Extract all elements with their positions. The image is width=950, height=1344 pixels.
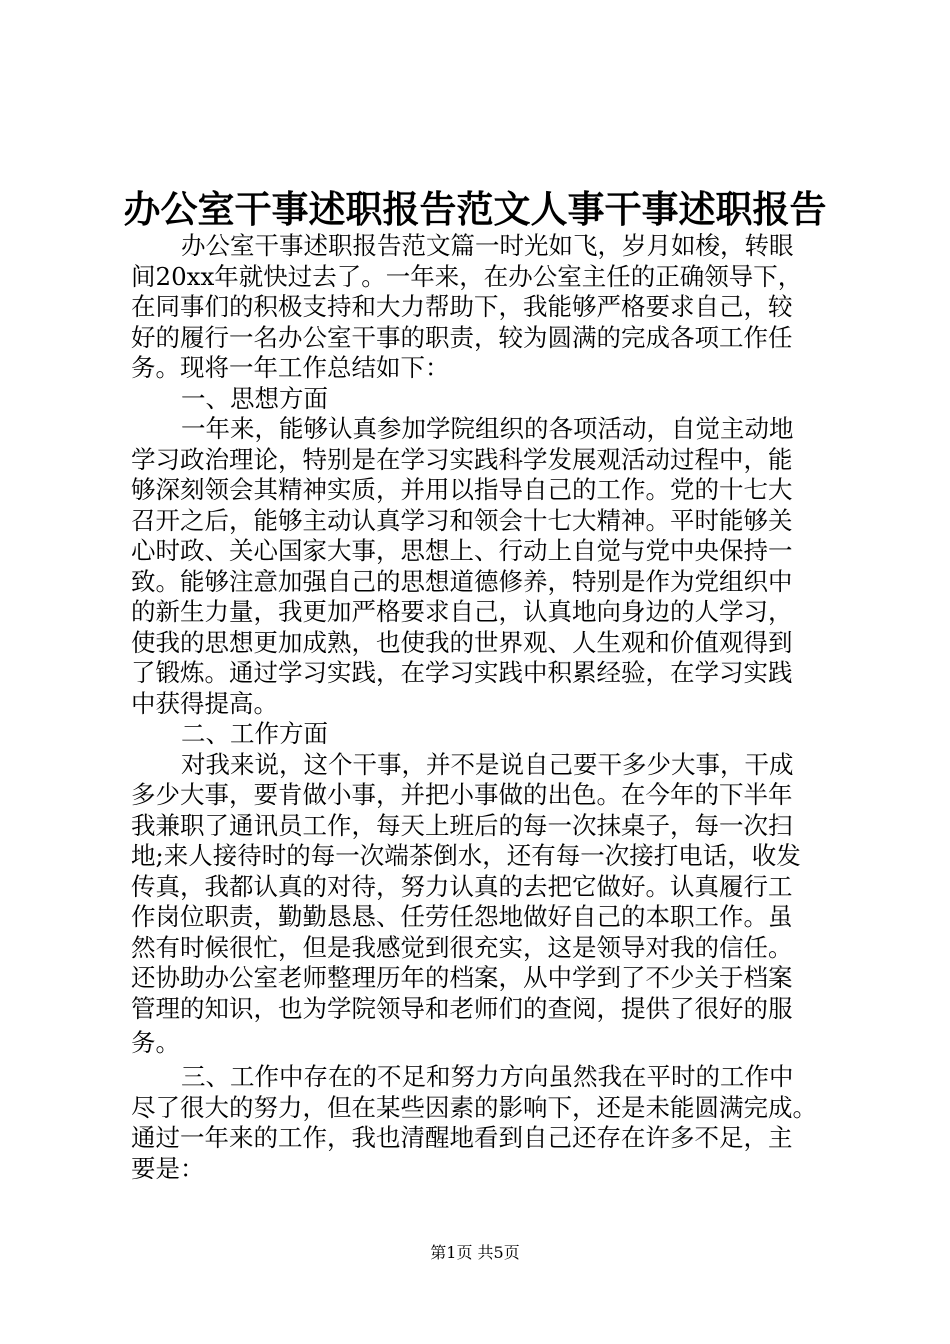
paragraph-line: 然有时候很忙，但是我感觉到很充实，这是领导对我的信任。	[131, 932, 793, 962]
document-title: 办公室干事述职报告范文人事干事述职报告	[123, 187, 827, 231]
paragraph-line: 致。能够注意加强自己的思想道德修养，特别是作为党组织中	[131, 566, 793, 596]
document-body	[131, 231, 831, 1184]
paragraph-line: 务。	[131, 1028, 180, 1057]
paragraph-line: 还协助办公室老师整理历年的档案，从中学到了不少关于档案	[131, 963, 793, 992]
paragraph-line: 通过一年来的工作，我也清醒地看到自己还存在许多不足，主	[131, 1123, 793, 1152]
paragraph-line: 务。现将一年工作总结如下：	[131, 353, 450, 382]
paragraph-line: 使我的思想更加成熟，也使我的世界观、人生观和价值观得到	[131, 627, 793, 657]
paragraph-line: 学习政治理论，特别是在学习实践科学发展观活动过程中，能	[131, 444, 793, 474]
paragraph-line: 在同事们的积极支持和大力帮助下，我能够严格要求自己，较	[131, 292, 793, 321]
paragraph-line: 的新生力量，我更加严格要求自己，认真地向身边的人学习，	[131, 597, 793, 626]
page-number-footer: 第1页 共5页	[430, 1243, 520, 1262]
paragraph-line: 作岗位职责，勤勤恳恳、任劳任怨地做好自己的本职工作。虽	[131, 902, 793, 931]
paragraph-line: 够深刻领会其精神实质，并用以指导自己的工作。党的十七大	[131, 475, 793, 504]
paragraph-line: 多少大事，要肯做小事，并把小事做的出色。在今年的下半年	[131, 780, 793, 809]
paragraph-line: 了锻炼。通过学习实践，在学习实践中积累经验，在学习实践	[131, 658, 793, 687]
paragraph-line: 间20xx年就快过去了。一年来，在办公室主任的正确领导下，	[131, 261, 803, 291]
paragraph-line: 召开之后，能够主动认真学习和领会十七大精神。平时能够关	[131, 505, 793, 535]
section-heading: 一、思想方面	[181, 383, 328, 413]
paragraph-line: 我兼职了通讯员工作，每天上班后的每一次抹桌子，每一次扫	[131, 810, 793, 840]
paragraph-line: 传真，我都认真的对待，努力认真的去把它做好。认真履行工	[131, 871, 793, 901]
paragraph-line: 要是：	[131, 1153, 205, 1183]
section-heading: 二、工作方面	[181, 719, 328, 748]
paragraph-line: 地;来人接待时的每一次端茶倒水，还有每一次接打电话，收发	[131, 841, 801, 870]
paragraph-line: 好的履行一名办公室干事的职责，较为圆满的完成各项工作任	[131, 322, 793, 352]
paragraph-line: 管理的知识，也为学院领导和老师们的查阅，提供了很好的服	[131, 993, 793, 1023]
paragraph-line: 办公室干事述职报告范文篇一时光如飞，岁月如梭，转眼	[181, 231, 794, 260]
paragraph-line: 对我来说，这个干事，并不是说自己要干多少大事，干成	[181, 749, 794, 779]
section-heading: 三、工作中存在的不足和努力方向虽然我在平时的工作中	[181, 1062, 794, 1091]
paragraph-line: 中获得提高。	[131, 688, 278, 718]
paragraph-line: 尽了很大的努力，但在某些因素的影响下，还是未能圆满完成。	[131, 1092, 817, 1122]
paragraph-line: 心时政、关心国家大事，思想上、行动上自觉与党中央保持一	[131, 536, 793, 565]
paragraph-line: 一年来，能够认真参加学院组织的各项活动，自觉主动地	[181, 414, 794, 443]
